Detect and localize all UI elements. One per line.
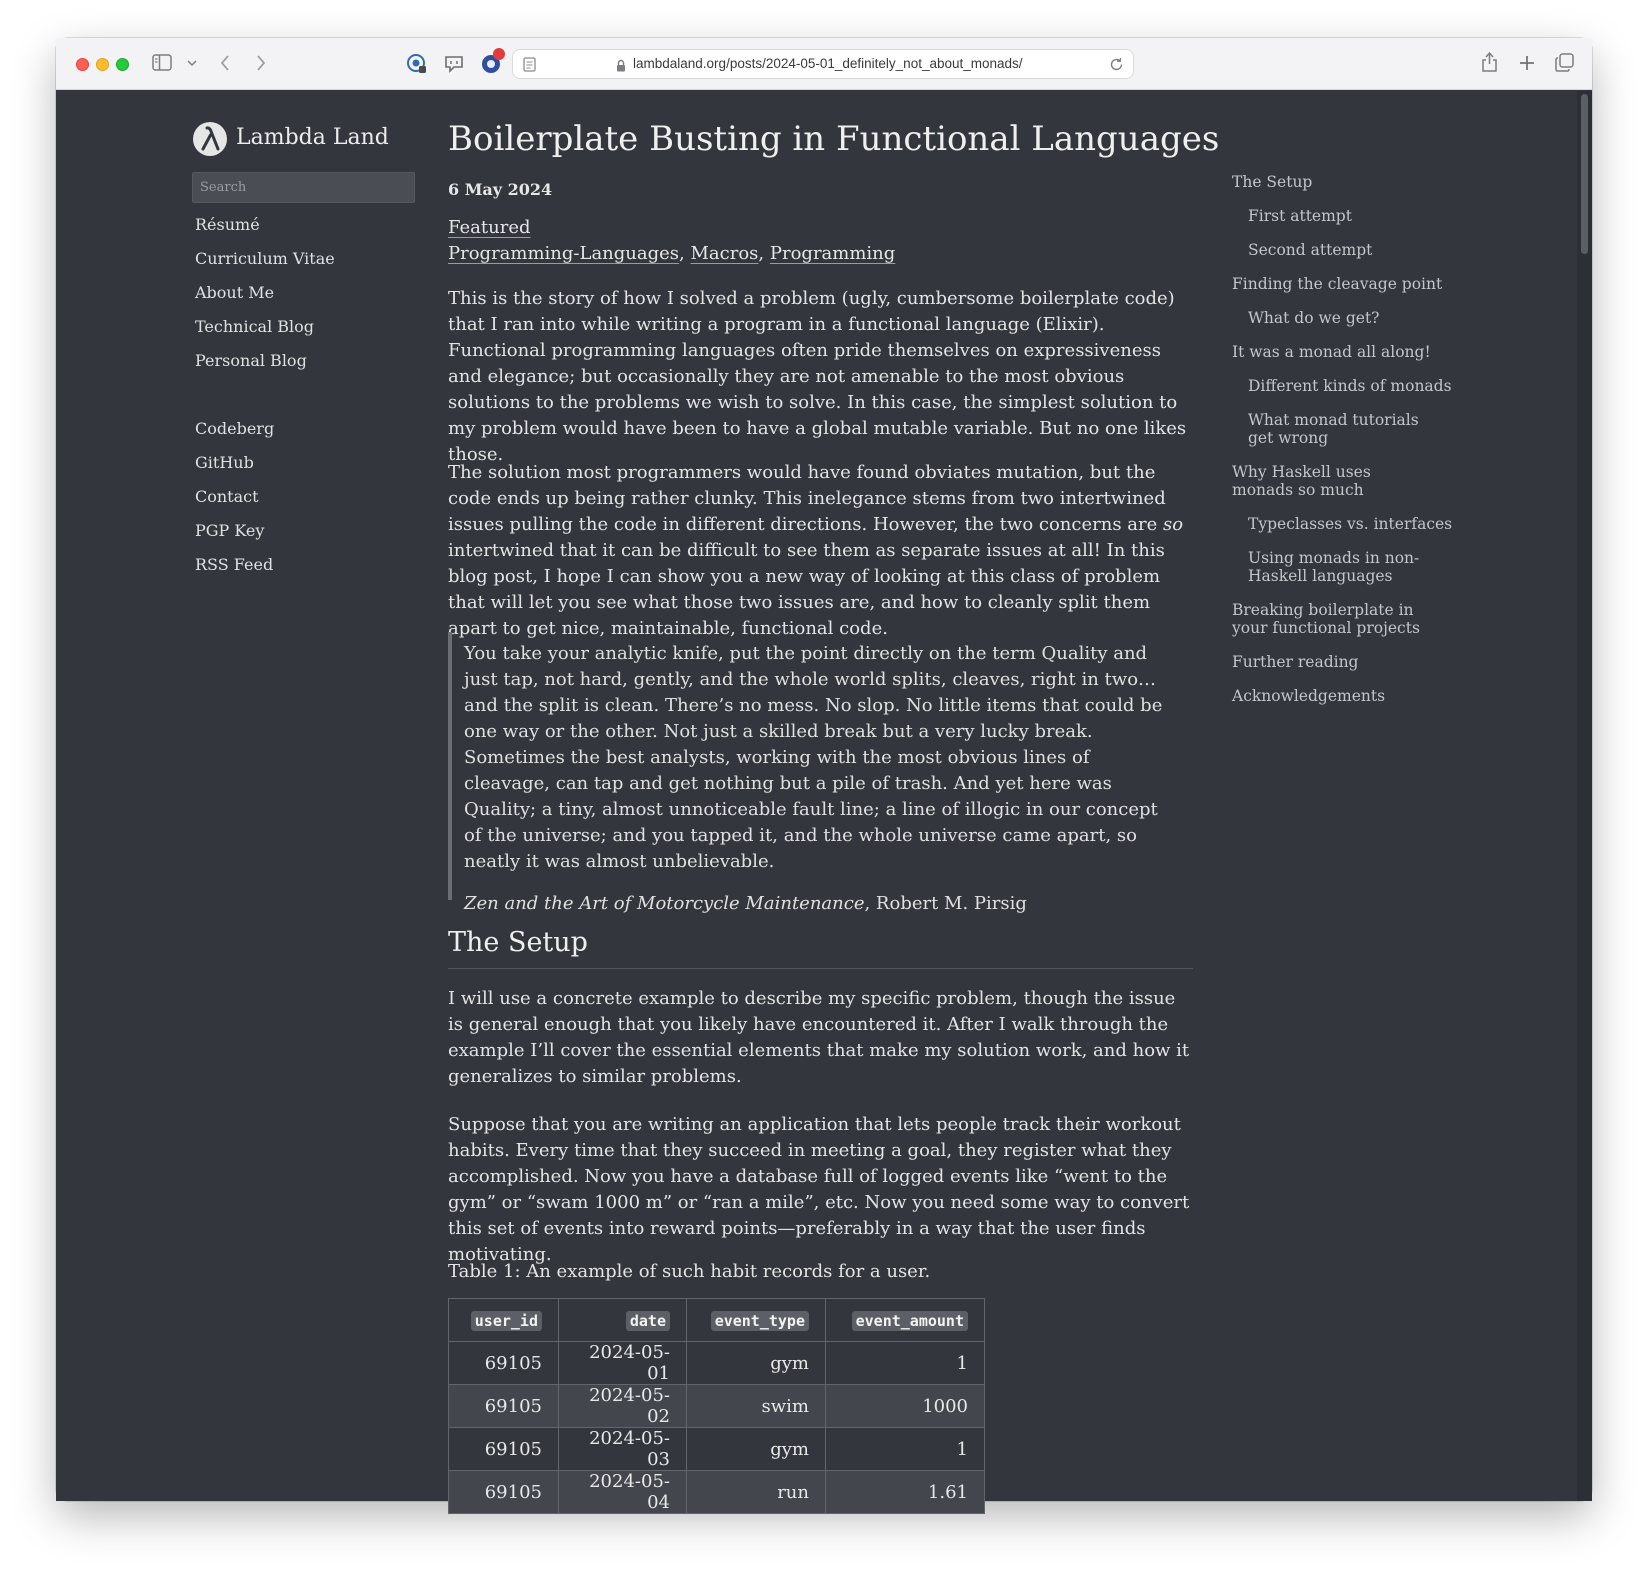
- habit-records-table: [448, 1298, 985, 1514]
- table-cell: 69105: [449, 1385, 559, 1428]
- privacy-extension-icon[interactable]: [406, 53, 428, 75]
- table-cell: swim: [687, 1385, 826, 1428]
- toc-link-typeclasses-vs-interfaces[interactable]: Typeclasses vs. interfaces: [1248, 515, 1453, 533]
- table-row: [449, 1471, 985, 1514]
- featured-link[interactable]: Featured: [448, 217, 531, 238]
- blockquote: [448, 632, 1193, 914]
- web-page: [56, 91, 1577, 1513]
- table-cell: 2024-05-01: [559, 1342, 687, 1385]
- nav-link-curriculum-vitae[interactable]: Curriculum Vitae: [195, 249, 335, 268]
- browser-window: [56, 38, 1592, 1513]
- speech-bubble-extension-icon[interactable]: [443, 53, 465, 75]
- quote-author: , Robert M. Pirsig: [864, 893, 1027, 914]
- toc-link-first-attempt[interactable]: First attempt: [1248, 207, 1352, 225]
- quote-book-title: Zen and the Art of Motorcycle Maintenance: [464, 893, 865, 914]
- intro-paragraph: This is the story of how I solved a problem (ugly, cumbersome boilerplate code) that I ran into while writing a program in a functional language (Elixir). Functional programming languages often pride themselves on expressiveness and elegance; but occasionally they are not amenable to the most obvious solutions to the problems we wish to solve. In this case, the simplest solution to my problem would have been to have a global mutable variable. But no one likes those.: [448, 288, 1187, 465]
- toc-link-why-haskell[interactable]: Why Haskell uses monads so much: [1232, 463, 1371, 499]
- back-arrow-icon[interactable]: [220, 55, 230, 71]
- zoom-window-button[interactable]: [116, 58, 129, 71]
- setup-paragraph: I will use a concrete example to describe my specific problem, though the issue is general enough that you likely have encountered it. After I walk through the example I’ll cover the essential elements that make my solution work, and how it generalizes to similar problems.: [448, 988, 1190, 1087]
- nav-link-technical-blog[interactable]: Technical Blog: [195, 317, 315, 336]
- reload-icon[interactable]: [1109, 57, 1124, 72]
- table-cell: run: [687, 1471, 826, 1514]
- site-title[interactable]: Lambda Land: [236, 125, 389, 150]
- setup-paragraph: Suppose that you are writing an application that lets people track their workout habits. Every time that they succeed in meeting a goal, they register what they accomplished. Now you have a database full of logged events like “went to the gym” or “swam 1000 m” or “ran a mile”, etc. Now you need some way to convert this set of events into reward points—preferably in a way that the user finds motivating.: [448, 1114, 1190, 1265]
- toc-link-breaking-boilerplate[interactable]: Breaking boilerplate in your functional projects: [1232, 601, 1420, 637]
- toc-link-monads-non-haskell[interactable]: Using monads in non-Haskell languages: [1248, 549, 1420, 585]
- table-header-row: [449, 1299, 985, 1342]
- toc-link-what-do-we-get[interactable]: What do we get?: [1248, 309, 1380, 327]
- lambda-logo-icon[interactable]: [192, 121, 228, 157]
- tag-link[interactable]: Macros: [690, 243, 759, 264]
- table-cell: 2024-05-03: [559, 1428, 687, 1471]
- nav-link-personal-blog[interactable]: Personal Blog: [195, 351, 307, 370]
- nav-link-about-me[interactable]: About Me: [195, 283, 275, 302]
- table-cell: gym: [687, 1342, 826, 1385]
- share-icon[interactable]: [1481, 51, 1498, 73]
- tag-link[interactable]: Programming-Languages: [448, 243, 680, 264]
- table-cell: 69105: [449, 1471, 559, 1514]
- table-cell: 1: [826, 1342, 985, 1385]
- toc-link-acknowledgements[interactable]: Acknowledgements: [1232, 687, 1386, 705]
- nav-link-codeberg[interactable]: Codeberg: [195, 419, 275, 438]
- toc-link-the-setup[interactable]: The Setup: [1232, 173, 1313, 191]
- column-header: event_amount: [826, 1299, 985, 1342]
- forward-arrow-icon[interactable]: [256, 55, 266, 71]
- table-cell: 2024-05-04: [559, 1471, 687, 1514]
- table-cell: 2024-05-02: [559, 1385, 687, 1428]
- table-cell: 69105: [449, 1428, 559, 1471]
- intro-paragraph: The solution most programmers would have found obviates mutation, but the code ends up being rather clunky. This inelegance stems from two intertwined issues pulling the code in different directions. However, the two concerns are so intertwined that it can be difficult to see them as separate issues at all! In this blog post, I hope I can show you a new way of looking at this class of problem that will let you see what those two issues are, and how to cleanly split them apart to get nice, maintainable, functional code.: [448, 462, 1184, 639]
- shield-extension-icon[interactable]: [480, 48, 506, 76]
- post-date: 6 May 2024: [448, 180, 553, 199]
- toc-link-different-kinds-of-monads[interactable]: Different kinds of monads: [1248, 377, 1452, 395]
- nav-link-rss-feed[interactable]: RSS Feed: [195, 555, 274, 574]
- page-scrollbar[interactable]: [1577, 91, 1592, 1501]
- toc-link-further-reading[interactable]: Further reading: [1232, 653, 1359, 671]
- quote-text: You take your analytic knife, put the point directly on the term Quality and just tap, not hard, gently, and the whole world splits, cleaves, right in two… and the split is clean. There’s no mess. No slop. No little items that could be one way or the other. Not just a skilled break but a very lucky break. Sometimes the best analysts, working with the most obvious lines of cleavage, can tap and get nothing but a pile of trash. And yet here was Quality; a tiny, almost unnoticeable fault line; a line of illogic in our concept of the universe; and you tapped it, and the whole universe came apart, so neatly it was almost unbelievable.: [464, 643, 1163, 872]
- tab-overview-icon[interactable]: [1555, 53, 1574, 72]
- nav-link-github[interactable]: GitHub: [195, 453, 254, 472]
- sidebar-toggle-icon[interactable]: [152, 54, 172, 71]
- column-header: user_id: [449, 1299, 559, 1342]
- section-heading: The Setup: [448, 927, 1193, 969]
- quote-citation: [464, 893, 1193, 914]
- tag-link[interactable]: Programming: [769, 243, 896, 264]
- post-tags: Featured Programming-Languages, Macros, Programming: [448, 217, 896, 264]
- minimize-window-button[interactable]: [96, 58, 109, 71]
- table-cell: gym: [687, 1428, 826, 1471]
- url-text: lambdaland.org/posts/2024-05-01_definitely_not_about_monads/: [633, 56, 1023, 71]
- address-bar[interactable]: [512, 49, 1134, 79]
- table-row: [449, 1342, 985, 1385]
- table-cell: 1.61: [826, 1471, 985, 1514]
- table-cell: 1: [826, 1428, 985, 1471]
- browser-toolbar: [56, 38, 1592, 90]
- nav-link-pgp-key[interactable]: PGP Key: [195, 521, 265, 540]
- nav-link-resume[interactable]: Résumé: [195, 215, 260, 234]
- table-row: [449, 1385, 985, 1428]
- toc-link-monad-all-along[interactable]: It was a monad all along!: [1232, 343, 1431, 361]
- nav-link-contact[interactable]: Contact: [195, 487, 259, 506]
- column-header: event_type: [687, 1299, 826, 1342]
- search-input[interactable]: [192, 172, 415, 203]
- table-cell: 69105: [449, 1342, 559, 1385]
- post-title: Boilerplate Busting in Functional Languages: [448, 119, 1220, 159]
- close-window-button[interactable]: [76, 58, 89, 71]
- scrollbar-thumb[interactable]: [1581, 94, 1588, 254]
- table-caption: Table 1: An example of such habit records for a user.: [448, 1261, 931, 1282]
- table-cell: 1000: [826, 1385, 985, 1428]
- lock-icon: [616, 59, 626, 72]
- toc-link-second-attempt[interactable]: Second attempt: [1248, 241, 1373, 259]
- table-row: [449, 1428, 985, 1471]
- reader-view-icon[interactable]: [523, 57, 536, 72]
- toc-link-finding-the-cleavage-point[interactable]: Finding the cleavage point: [1232, 275, 1443, 293]
- column-header: date: [559, 1299, 687, 1342]
- toc-link-monad-tutorials[interactable]: What monad tutorials get wrong: [1248, 411, 1419, 447]
- chevron-down-icon[interactable]: [187, 60, 197, 67]
- new-tab-icon[interactable]: [1519, 55, 1535, 71]
